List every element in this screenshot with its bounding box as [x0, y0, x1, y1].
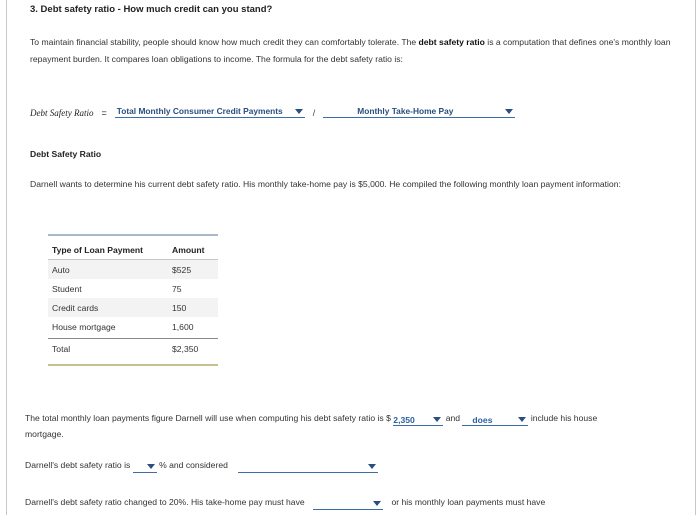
chevron-down-icon — [368, 464, 376, 469]
q1-and: and — [445, 413, 461, 423]
considered-dropdown[interactable] — [238, 461, 378, 473]
row-type: Auto — [52, 264, 70, 275]
table-bottom-rule — [48, 364, 218, 366]
formula-lhs: Debt Safety Ratio — [30, 108, 94, 118]
chevron-down-icon — [505, 109, 513, 114]
chevron-down-icon — [433, 417, 441, 422]
does-include-dropdown[interactable] — [462, 414, 528, 426]
table-header-row — [48, 240, 218, 260]
chevron-down-icon — [518, 417, 526, 422]
intro-bold-term: debt safety ratio — [418, 37, 485, 47]
total-payments-dropdown[interactable] — [393, 414, 443, 426]
row-type: House mortgage — [52, 321, 116, 332]
row-amount: 150 — [172, 302, 187, 313]
numerator-dropdown[interactable] — [115, 106, 305, 118]
formula-slash: / — [312, 108, 316, 118]
question-2 — [25, 457, 425, 473]
header-amount: Amount — [172, 244, 205, 255]
chevron-down-icon — [295, 109, 303, 114]
table-row — [48, 260, 218, 279]
take-home-change-dropdown[interactable] — [313, 498, 383, 510]
q1-text-1: The total monthly loan payments figure Darnell will use when computing his debt safety ratio is $ — [25, 413, 391, 423]
row-type: Student — [52, 283, 82, 294]
row-amount: 75 — [172, 283, 182, 294]
q1-text-3: mortgage. — [25, 429, 64, 439]
numerator-value: Total Monthly Consumer Credit Payments — [116, 106, 283, 116]
does-include-value: does — [472, 414, 493, 425]
formula-equals: = — [101, 108, 107, 118]
table-row — [48, 298, 218, 317]
row-amount: 1,600 — [172, 321, 194, 332]
formula-row — [30, 106, 515, 118]
intro-paragraph — [30, 34, 680, 68]
intro-text-2: is a computation that defines one's monthly loan repayment burden. It compares loan obligations to income. The formula for the debt safety ratio is: — [30, 37, 671, 64]
table-top-rule — [48, 234, 218, 236]
total-payments-value: 2,350 — [393, 414, 415, 425]
table-total-row — [48, 338, 218, 358]
question-1 — [25, 410, 685, 442]
q3-text-2: or his monthly loan payments must have — [391, 497, 546, 507]
loan-payment-table — [48, 234, 218, 366]
table-row — [48, 279, 218, 298]
question-title: 3. Debt safety ratio - How much credit can you stand? — [30, 4, 273, 15]
q2-text-2: % and considered — [159, 460, 228, 470]
chevron-down-icon — [373, 501, 381, 506]
section-heading: Debt Safety Ratio — [30, 149, 102, 159]
question-3 — [25, 494, 685, 510]
q2-text-1: Darnell's debt safety ratio is — [25, 460, 131, 470]
total-label: Total — [52, 343, 71, 354]
q1-text-2: include his house — [530, 413, 598, 423]
intro-text-1: To maintain financial stability, people should know how much credit they can comfortably tolerate. The — [30, 37, 419, 47]
row-amount: $525 — [172, 264, 192, 275]
ratio-percent-dropdown[interactable] — [133, 461, 157, 473]
table-row — [48, 317, 218, 336]
row-type: Credit cards — [52, 302, 99, 313]
header-type: Type of Loan Payment — [52, 244, 144, 255]
total-amount: $2,350 — [172, 343, 199, 354]
q3-text-1: Darnell's debt safety ratio changed to 20%. His take-home pay must have — [25, 497, 305, 507]
chevron-down-icon — [147, 464, 155, 469]
scenario-paragraph: Darnell wants to determine his current debt safety ratio. His monthly take-home pay is $5,000. He compiled the following monthly loan payment information: — [30, 179, 621, 189]
denominator-value: Monthly Take-Home Pay — [357, 106, 454, 116]
denominator-dropdown[interactable] — [323, 106, 515, 118]
